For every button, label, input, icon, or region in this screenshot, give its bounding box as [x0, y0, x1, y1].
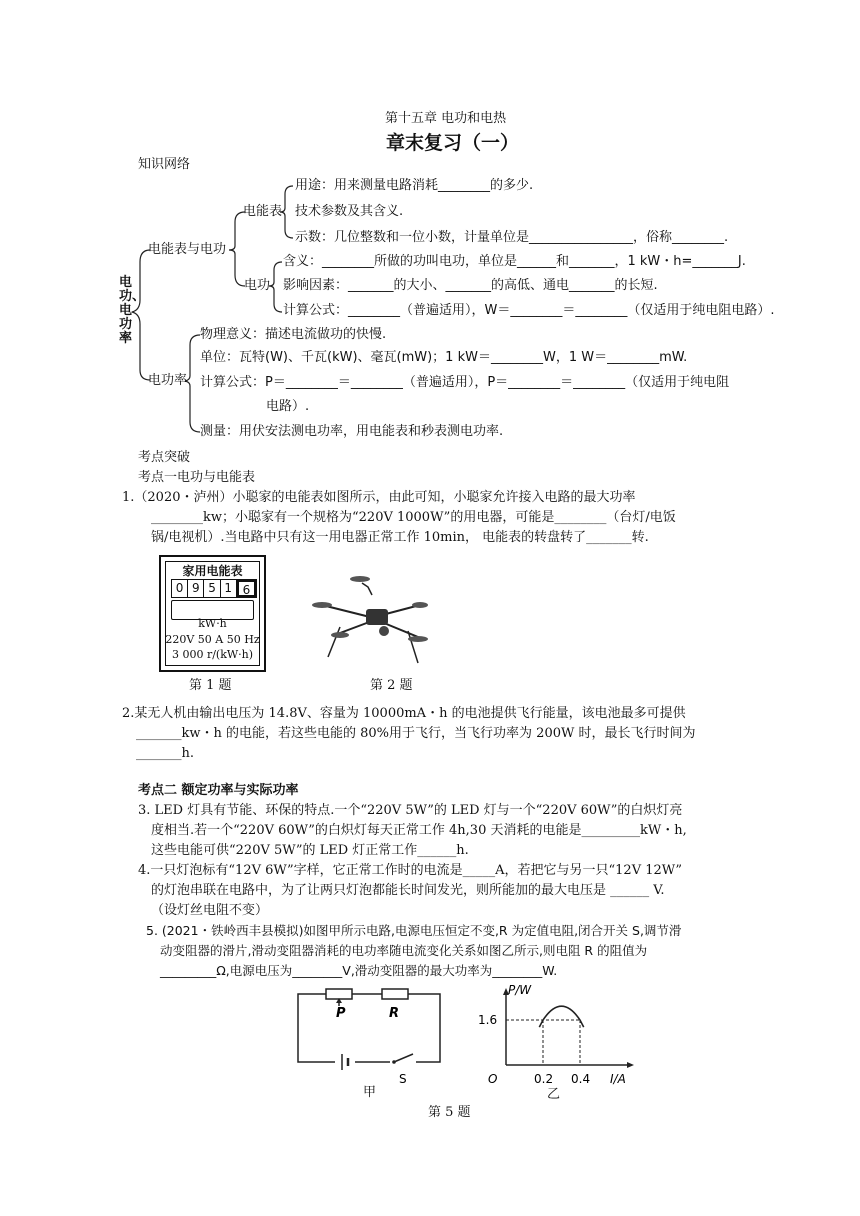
power-line-3b: 电路）. — [266, 399, 310, 414]
switch-label: S — [399, 1072, 407, 1086]
q3-line-2: 度相当.若一个“220V 60W”的白炽灯每天正常工作 4h,30 天消耗的电能是_________kW・h, — [151, 823, 687, 838]
meter-spec-2: 3 000 r/(kW·h) — [171, 648, 254, 661]
q1-line-3: 锅/电视机）.当电路中只有这一用电器正常工作 10min， 电能表的转盘转了_______转. — [151, 530, 649, 545]
q3-line-3: 这些电能可供“220V 5W”的 LED 灯正常工作______h. — [151, 843, 469, 858]
q4-line-1: 4.一只灯泡标有“12V 6W”字样，它正常工作时的电流是_____A，若把它与另一只“12V 12W” — [138, 863, 683, 878]
chapter-heading: 第十五章 电功和电热 — [385, 111, 507, 126]
power-line-2: 单位：瓦特(W)、千瓦(kW)、毫瓦(mW)；1 kW＝________W，1 W＝________mW. — [200, 350, 688, 365]
power-curve — [539, 1006, 583, 1027]
power-label: 电功率 — [148, 373, 188, 388]
q1-line-1: 1.（2020・泸州）小聪家的电能表如图所示，由此可知，小聪家允许接入电路的最大功率 — [122, 490, 636, 505]
power-line-3: 计算公式：P＝________＝________（普遍适用），P＝________＝________（仅适用于纯电阻 — [200, 375, 730, 390]
fig5-caption: 第 5 题 — [428, 1105, 471, 1120]
meter-digit: 5 — [204, 580, 220, 597]
work-line-3: 计算公式：________（普遍适用），W＝________＝________（仅适用于纯电阻电路）. — [283, 303, 775, 318]
power-line-1: 物理意义：描述电流做功的快慢. — [200, 327, 387, 342]
q5-line-1: 5. (2021・铁岭西丰县模拟)如图甲所示电路,电源电压恒定不变,R 为定值电阻,闭合开关 S,调节滑 — [146, 923, 682, 938]
q4-line-2: 的灯泡串联在电路中，为了让两只灯泡都能长时间发光，则所能加的最大电压是 ______ V. — [151, 883, 665, 898]
meter-digit-decimal: 6 — [237, 580, 256, 597]
q3-line-1: 3. LED 灯具有节能、环保的特点.一个“220V 5W”的 LED 灯与一个“220V 60W”的白炽灯亮 — [138, 803, 683, 818]
y-tick-label: 1.6 — [478, 1013, 498, 1028]
x-axis-label: I/A — [610, 1072, 626, 1086]
meter-spec-1: 220V 50 A 50 Hz — [165, 633, 260, 646]
page-title: 章末复习（一） — [386, 132, 520, 154]
q5-line-3: _________Ω,电源电压为________V,滑动变阻器的最大功率为________W. — [160, 963, 558, 978]
q5-line-2: 动变阻器的滑片,滑动变阻器消耗的电功率随电流变化关系如图乙所示,则电阻 R 的阻值为 — [160, 943, 648, 958]
knowledge-network-label: 知识网络 — [138, 157, 191, 172]
mindmap-root: 电功、电功率 — [119, 275, 146, 346]
chart-caption: 乙 — [547, 1087, 561, 1102]
meter-line-3: 示数：几位整数和一位小数，计量单位是________________，俗称________. — [295, 230, 729, 245]
meter-line-2: 技术参数及其含义. — [295, 204, 404, 219]
work-line-1: 含义：________所做的功叫电功，单位是______和_______，1 kW・h=_______J. — [283, 254, 746, 269]
resistor-label: R — [389, 1006, 400, 1021]
branch-work-label: 电能表与电功 — [148, 242, 227, 257]
meter-title: 家用电能表 — [182, 564, 243, 578]
q2-line-1: 2.某无人机由输出电压为 14.8V、容量为 10000mA・h 的电池提供飞行能量，该电池最多可提供 — [122, 706, 686, 721]
meter-digit: 9 — [188, 580, 204, 597]
work-label: 电功 — [244, 278, 271, 293]
work-line-2: 影响因素：_______的大小、_______的高低、通电_______的长短. — [283, 278, 658, 293]
fig2-caption: 第 2 题 — [370, 678, 413, 693]
topic-1-heading: 考点一电功与电能表 — [138, 470, 256, 485]
circuit-caption: 甲 — [363, 1085, 377, 1100]
resistor-symbol — [382, 989, 408, 999]
topic-2-heading: 考点二 额定功率与实际功率 — [138, 783, 299, 798]
meter-digit: 1 — [221, 580, 237, 597]
origin-label: O — [488, 1072, 498, 1086]
x-tick-label: 0.2 — [534, 1072, 554, 1086]
circuit-figure — [290, 984, 450, 1094]
q2-line-2: _______kw・h 的电能，若这些电能的 80%用于飞行，当飞行功率为 200W 时，最长飞行时间为 — [136, 726, 696, 741]
x-axis-arrow — [627, 1062, 634, 1068]
q1-line-2: ________kw；小聪家有一个规格为“220V 1000W”的用电器，可能是________（台灯/电饭 — [151, 510, 676, 525]
rheostat-symbol — [326, 989, 352, 999]
electric-meter-figure — [159, 555, 266, 672]
y-axis-label: P/W — [508, 983, 532, 997]
meter-line-1: 用途：用来测量电路消耗________的多少. — [295, 178, 534, 193]
meter-digits — [171, 579, 257, 598]
meter-label: 电能表 — [243, 204, 283, 219]
section-breakthrough: 考点突破 — [138, 450, 191, 465]
meter-digit: 0 — [172, 580, 188, 597]
meter-unit: kW·h — [198, 617, 227, 630]
x-tick-label: 0.4 — [571, 1072, 591, 1086]
rheostat-label: P — [336, 1006, 346, 1021]
q2-line-3: _______h. — [136, 746, 195, 761]
drone-figure — [300, 565, 450, 670]
q4-line-3: （设灯丝电阻不变） — [151, 903, 269, 918]
fig1-caption: 第 1 题 — [189, 678, 232, 693]
power-line-4: 测量：用伏安法测电功率，用电能表和秒表测电功率. — [200, 424, 504, 439]
